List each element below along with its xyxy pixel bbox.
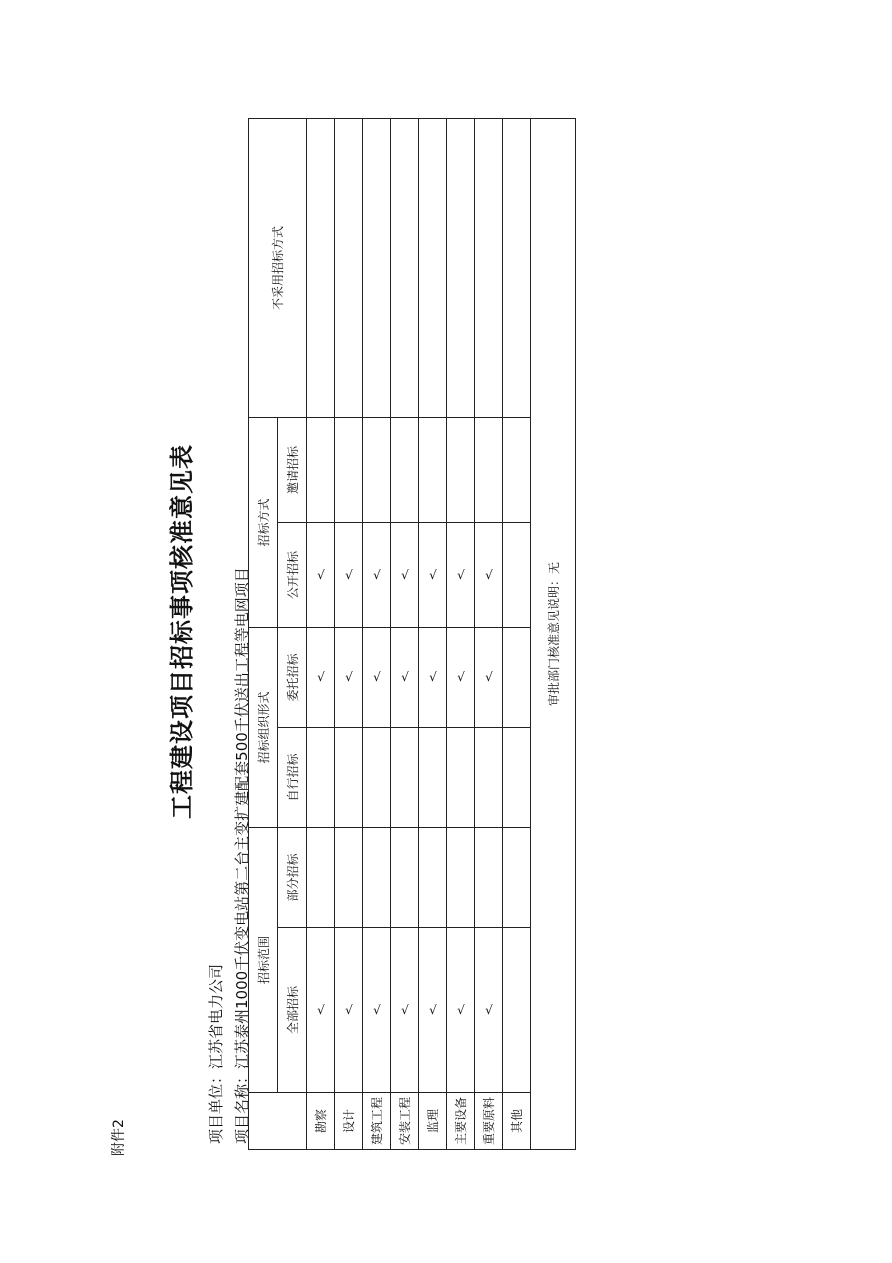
check-mark-icon: √ — [400, 670, 409, 685]
table-row — [363, 118, 391, 1149]
cell-entrust — [447, 627, 475, 727]
cell-part — [307, 827, 335, 927]
check-mark-icon: √ — [428, 567, 437, 582]
cell-public — [419, 522, 447, 627]
cell-all — [307, 928, 335, 1093]
org-self-header: 自行招标 — [278, 727, 307, 827]
row-label: 其他 — [503, 1093, 531, 1150]
check-mark-icon: √ — [344, 1003, 353, 1017]
cell-all — [335, 928, 363, 1093]
check-mark-icon: √ — [316, 567, 325, 582]
check-mark-icon: √ — [484, 1003, 493, 1017]
cell-self — [391, 727, 419, 827]
cell-self — [307, 727, 335, 827]
no-bid-header: 不采用招标方式 — [249, 118, 307, 417]
cell-all — [419, 928, 447, 1093]
cell-entrust — [335, 627, 363, 727]
cell-public — [307, 522, 335, 627]
cell-self — [475, 727, 503, 827]
cell-entrust — [475, 627, 503, 727]
check-mark-icon: √ — [316, 1003, 325, 1017]
row-label: 安装工程 — [391, 1093, 419, 1150]
check-mark-icon: √ — [428, 670, 437, 685]
cell-self — [447, 727, 475, 827]
cell-public — [503, 522, 531, 627]
table-row — [475, 118, 503, 1149]
cell-invite — [335, 417, 363, 522]
cell-invite — [391, 417, 419, 522]
check-mark-icon: √ — [344, 670, 353, 685]
cell-self — [335, 727, 363, 827]
cell-public — [335, 522, 363, 627]
cell-invite — [363, 417, 391, 522]
row-label: 主要设备 — [447, 1093, 475, 1150]
check-mark-icon: √ — [344, 567, 353, 582]
check-mark-icon: √ — [484, 670, 493, 685]
document-title: 工程建设项目招标事项核准意见表 — [168, 444, 196, 819]
cell-self — [503, 727, 531, 827]
cell-all — [363, 928, 391, 1093]
check-mark-icon: √ — [316, 670, 325, 685]
row-label: 重要原料 — [475, 1093, 503, 1150]
cell-entrust — [307, 627, 335, 727]
cell-all — [391, 928, 419, 1093]
check-mark-icon: √ — [400, 1003, 409, 1017]
check-mark-icon: √ — [372, 1003, 381, 1017]
cell-invite — [475, 417, 503, 522]
cell-nobid — [335, 118, 363, 417]
check-mark-icon: √ — [456, 567, 465, 582]
cell-self — [419, 727, 447, 827]
table-row — [391, 118, 419, 1149]
project-unit: 项目单位：江苏省电力公司 — [207, 963, 225, 1144]
cell-nobid — [475, 118, 503, 417]
approval-table — [248, 118, 576, 1150]
cell-nobid — [503, 118, 531, 417]
table-row — [503, 118, 531, 1149]
cell-part — [503, 827, 531, 927]
cell-entrust — [391, 627, 419, 727]
cell-part — [363, 827, 391, 927]
cell-all — [475, 928, 503, 1093]
method-header: 招标方式 — [249, 417, 278, 627]
org-entrust-header: 委托招标 — [278, 627, 307, 727]
cell-nobid — [363, 118, 391, 417]
row-label: 监理 — [419, 1093, 447, 1150]
approval-note: 审批部门核准意见说明：无 — [531, 118, 576, 1149]
cell-public — [447, 522, 475, 627]
corner-cell — [249, 1093, 307, 1150]
cell-part — [419, 827, 447, 927]
check-mark-icon: √ — [372, 670, 381, 685]
cell-nobid — [419, 118, 447, 417]
check-mark-icon: √ — [400, 567, 409, 582]
cell-part — [475, 827, 503, 927]
cell-invite — [503, 417, 531, 522]
cell-part — [447, 827, 475, 927]
scope-header: 招标范围 — [249, 827, 278, 1092]
cell-all — [503, 928, 531, 1093]
scope-all-header: 全部招标 — [278, 928, 307, 1093]
cell-invite — [419, 417, 447, 522]
scope-part-header: 部分招标 — [278, 827, 307, 927]
attachment-label: 附件2 — [111, 1119, 127, 1156]
project-name: 项目名称：江苏泰州1000千伏变电站第二台主变扩建配套500千伏送出工程等电网项目 — [233, 567, 251, 1144]
cell-self — [363, 727, 391, 827]
method-invite-header: 邀请招标 — [278, 417, 307, 522]
cell-entrust — [419, 627, 447, 727]
check-mark-icon: √ — [456, 1003, 465, 1017]
org-header: 招标组织形式 — [249, 627, 278, 827]
cell-public — [391, 522, 419, 627]
method-public-header: 公开招标 — [278, 522, 307, 627]
check-mark-icon: √ — [456, 670, 465, 685]
cell-nobid — [391, 118, 419, 417]
cell-all — [447, 928, 475, 1093]
note-row — [531, 118, 576, 1149]
cell-public — [363, 522, 391, 627]
table-row — [419, 118, 447, 1149]
cell-entrust — [503, 627, 531, 727]
cell-invite — [307, 417, 335, 522]
row-label: 建筑工程 — [363, 1093, 391, 1150]
check-mark-icon: √ — [372, 567, 381, 582]
cell-part — [335, 827, 363, 927]
cell-entrust — [363, 627, 391, 727]
row-label: 设计 — [335, 1093, 363, 1150]
cell-nobid — [307, 118, 335, 417]
row-label: 勘察 — [307, 1093, 335, 1150]
cell-public — [475, 522, 503, 627]
check-mark-icon: √ — [428, 1003, 437, 1017]
check-mark-icon: √ — [484, 567, 493, 582]
cell-part — [391, 827, 419, 927]
table-row — [335, 118, 363, 1149]
table-row — [447, 118, 475, 1149]
cell-invite — [447, 417, 475, 522]
cell-nobid — [447, 118, 475, 417]
table-row — [307, 118, 335, 1149]
